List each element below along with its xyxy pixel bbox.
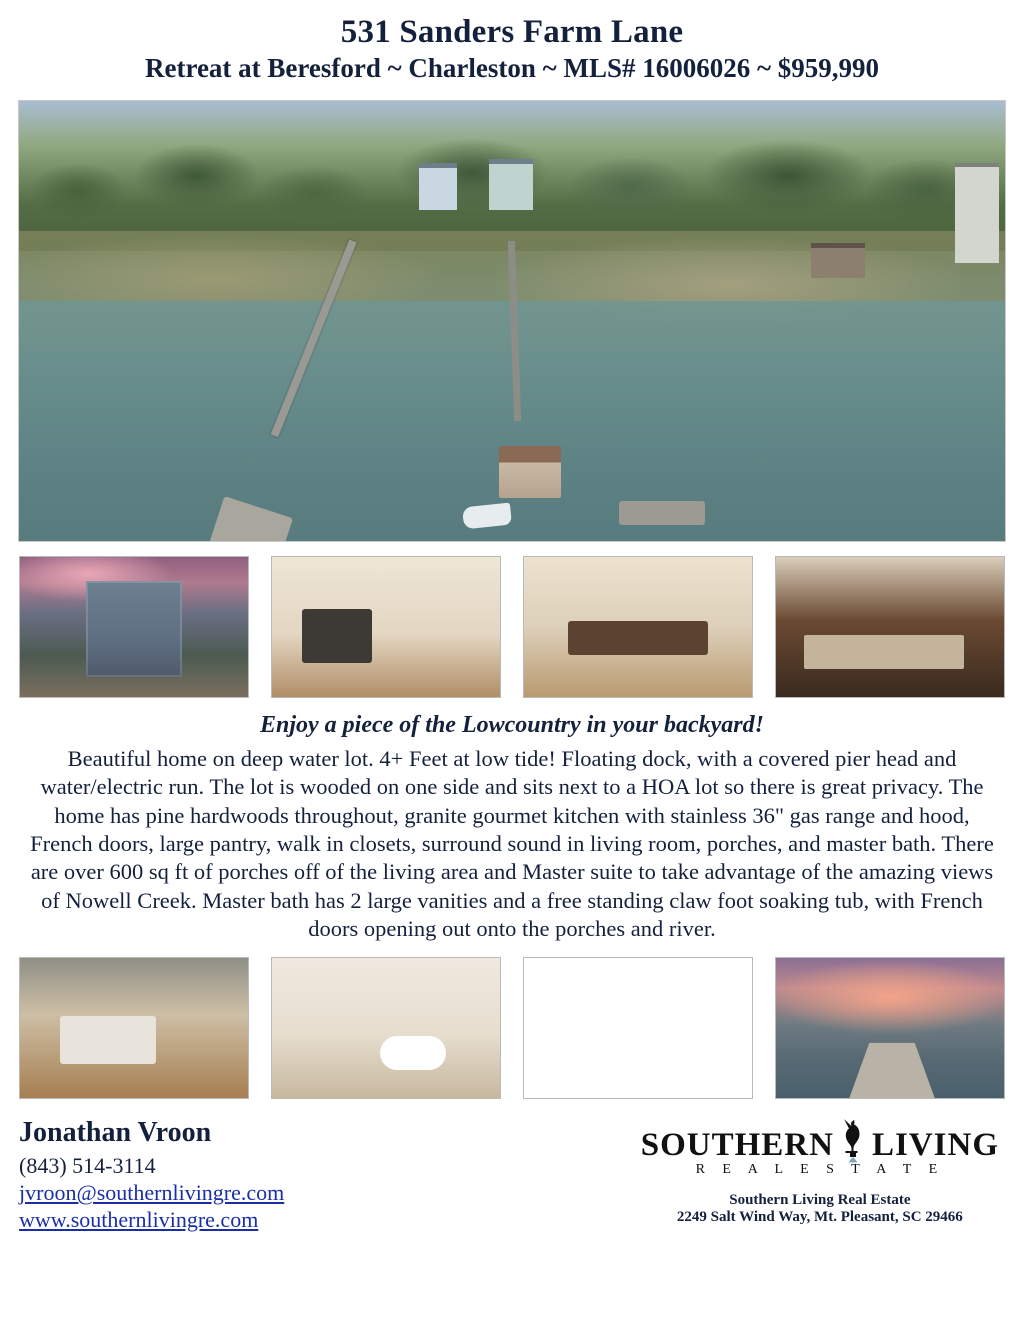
thumb-dining-room: [523, 556, 753, 698]
hero-neighbor-house-b: [489, 159, 533, 210]
agent-website-link[interactable]: www.southernlivingre.com: [19, 1207, 259, 1233]
flyer-header: [0, 0, 1024, 92]
hero-covered-pier-head: [499, 446, 561, 498]
brand-subtitle: R E A L E S T A T E: [695, 1162, 945, 1178]
brokerage-brand-block: [641, 1117, 1005, 1226]
brand-word-living: LIVING: [871, 1127, 999, 1164]
thumb-master-bedroom: [19, 957, 249, 1099]
hero-neighbor-house-c: [811, 243, 865, 278]
property-description: Beautiful home on deep water lot. 4+ Feet at low tide! Floating dock, with a covered pier head and water/electric run. The lot is wooded on one side and sits next to a HOA lot so there is great privacy. The home has pine hardwoods throughout, granite gourmet kitchen with stainless 36" gas range and hood, French doors, large pantry, walk in closets, surround sound in living room, porches, and master bath. There are over 600 sq ft of porches off of the living area and Master suite to take advantage of the amazing views of Nowell Creek. Master bath has 2 large vanities and a free standing claw foot soaking tub, with French doors opening out onto the porches and river.: [30, 745, 994, 942]
agent-contact-block: [19, 1117, 284, 1233]
page-title: 531 Sanders Farm Lane: [340, 14, 684, 50]
thumb-kitchen: [775, 556, 1005, 698]
thumb-dock-sunset: [775, 957, 1005, 1099]
brokerage-name: Southern Living Real Estate: [729, 1192, 911, 1209]
brand-word-southern: SOUTHERN: [640, 1127, 834, 1164]
agent-email-link[interactable]: jvroon@southernlivingre.com: [19, 1180, 285, 1206]
brokerage-address: 2249 Salt Wind Way, Mt. Pleasant, SC 29466: [676, 1209, 963, 1226]
brand-wordmark: [641, 1117, 999, 1164]
hero-photo-canvas: [19, 101, 1005, 541]
thumbnail-row-top: [19, 556, 1005, 698]
hero-neighbor-house-a: [419, 163, 457, 210]
agent-name: Jonathan Vroon: [19, 1117, 212, 1149]
agent-phone: (843) 514-3114: [19, 1153, 156, 1179]
hero-neighbor-house-d: [955, 163, 999, 263]
heron-icon: [836, 1117, 870, 1163]
flyer-footer: [19, 1117, 1005, 1233]
thumbnail-row-bottom: [19, 957, 1005, 1099]
tagline: Enjoy a piece of the Lowcountry in your backyard!: [260, 711, 764, 738]
thumb-porch-sunset: [523, 957, 753, 1099]
hero-floating-dock: [619, 501, 705, 525]
thumb-master-bath: [271, 957, 501, 1099]
page-subtitle: Retreat at Beresford ~ Charleston ~ MLS# 16006026 ~ $959,990: [144, 53, 880, 84]
hero-photo: [18, 100, 1006, 542]
thumb-living-room: [271, 556, 501, 698]
thumb-exterior-twilight: [19, 556, 249, 698]
